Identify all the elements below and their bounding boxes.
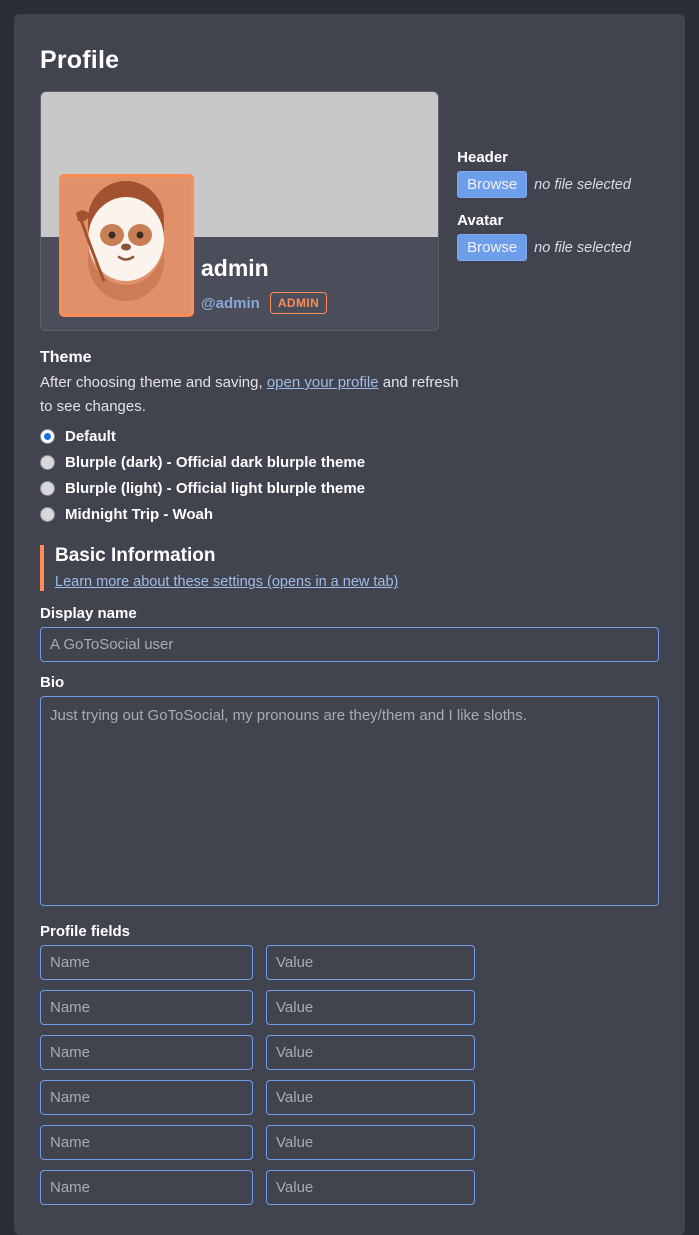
sloth-avatar-icon <box>62 177 191 314</box>
profile-field-name-input[interactable] <box>40 990 253 1025</box>
profile-settings-panel <box>14 14 685 1235</box>
theme-option-label: Blurple (dark) - Official dark blurple theme <box>65 454 366 472</box>
profile-field-value-input[interactable] <box>266 945 475 980</box>
profile-field-name-input[interactable] <box>40 1125 253 1160</box>
avatar-upload-group <box>457 212 659 261</box>
theme-label: Theme <box>40 349 92 366</box>
radio-icon[interactable] <box>40 507 55 522</box>
bio-label: Bio <box>40 674 65 692</box>
radio-icon[interactable] <box>40 429 55 444</box>
avatar-browse-button[interactable]: Browse <box>457 234 527 261</box>
header-upload-group <box>457 149 659 198</box>
header-file-status: no file selected <box>534 176 631 193</box>
theme-description-before: After choosing theme and saving, <box>40 374 267 391</box>
basic-information-header <box>40 545 659 591</box>
profile-field-name-input[interactable] <box>40 1035 253 1070</box>
profile-fields-label: Profile fields <box>40 923 131 941</box>
header-upload-label: Header <box>457 149 508 166</box>
theme-option-blurple-dark[interactable] <box>40 454 659 471</box>
profile-field-row <box>40 990 659 1025</box>
profile-field-row <box>40 1125 659 1160</box>
preview-display-name: admin <box>201 255 269 281</box>
theme-description-after: and refresh to see changes. <box>40 374 459 415</box>
preview-handle-row <box>201 292 422 314</box>
profile-field-value-input[interactable] <box>266 1170 475 1205</box>
avatar-upload-row <box>457 234 659 261</box>
theme-option-blurple-light[interactable] <box>40 480 659 497</box>
profile-field-name-input[interactable] <box>40 1080 253 1115</box>
radio-icon[interactable] <box>40 481 55 496</box>
avatar-upload-label: Avatar <box>457 212 504 229</box>
page-title: Profile <box>40 46 120 74</box>
profile-field-row <box>40 1080 659 1115</box>
profile-field-value-input[interactable] <box>266 990 475 1025</box>
profile-field-row <box>40 1035 659 1070</box>
profile-field-value-input[interactable] <box>266 1035 475 1070</box>
header-upload-row <box>457 171 659 198</box>
theme-option-label: Default <box>65 428 116 446</box>
profile-field-row <box>40 1170 659 1205</box>
display-name-label: Display name <box>40 605 137 623</box>
open-your-profile-link[interactable]: open your profile <box>266 374 379 391</box>
theme-description <box>40 371 470 418</box>
profile-field-name-input[interactable] <box>40 945 253 980</box>
theme-option-default[interactable] <box>40 428 659 445</box>
profile-field-row <box>40 945 659 980</box>
profile-field-value-input[interactable] <box>266 1125 475 1160</box>
preview-handle: @admin <box>201 294 260 312</box>
header-browse-button[interactable]: Browse <box>457 171 527 198</box>
radio-icon[interactable] <box>40 455 55 470</box>
profile-preview-card <box>40 91 439 331</box>
theme-option-label: Midnight Trip - Woah <box>65 506 214 524</box>
status-badge: ADMIN <box>270 292 327 314</box>
profile-field-name-input[interactable] <box>40 1170 253 1205</box>
profile-fields-grid <box>40 945 659 1205</box>
basic-information-title: Basic Information <box>55 545 216 567</box>
avatar-file-status: no file selected <box>534 239 631 256</box>
learn-more-link[interactable]: Learn more about these settings (opens in a new tab) <box>55 574 399 591</box>
file-pickers <box>457 91 659 275</box>
profile-preview-row <box>40 91 659 331</box>
theme-option-midnight-trip[interactable] <box>40 506 659 523</box>
theme-option-label: Blurple (light) - Official light blurple theme <box>65 480 365 498</box>
profile-field-value-input[interactable] <box>266 1080 475 1115</box>
avatar <box>59 174 194 317</box>
display-name-input[interactable] <box>40 627 659 662</box>
bio-textarea[interactable] <box>40 696 659 906</box>
